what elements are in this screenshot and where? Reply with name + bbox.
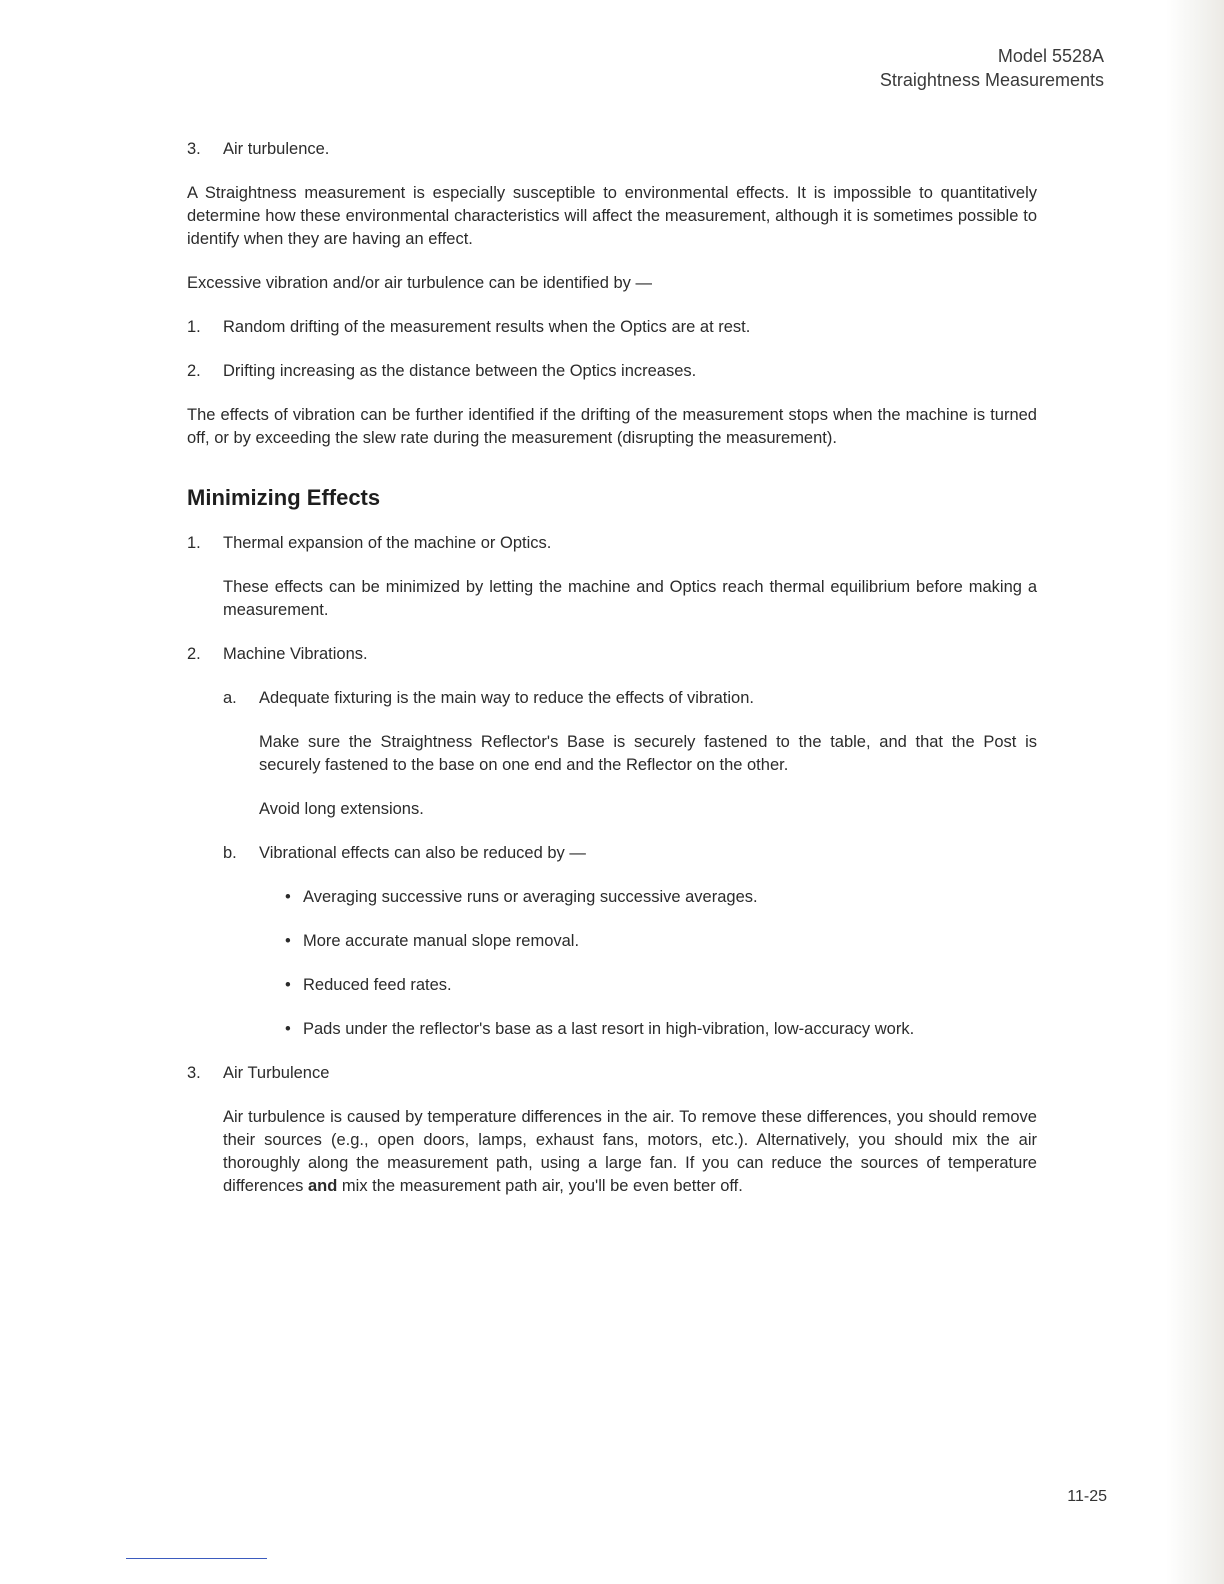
list-text: Drifting increasing as the distance between the Optics increases. <box>223 362 697 380</box>
intro-paragraph-1: A Straightness measurement is especially susceptible to environmental effects. It is impossible to quantitatively determine how these environmental characteristics will affect the measurement, although it is sometimes possible to identify when they are having an effect. <box>187 184 1037 248</box>
minimizing-item-2b <box>223 842 1037 865</box>
bullet-text: Averaging successive runs or averaging successive averages. <box>303 888 758 906</box>
bullet-icon: • <box>285 976 291 994</box>
minimizing-item-3-detail <box>223 1106 1037 1198</box>
bullet-icon: • <box>285 888 291 906</box>
bullet-icon: • <box>285 1020 291 1038</box>
list-text: Thermal expansion of the machine or Optics. <box>223 534 552 552</box>
list-number: 2. <box>187 645 201 663</box>
header-section: Straightness Measurements <box>879 70 1104 90</box>
footer-rule <box>126 1558 267 1559</box>
bullet-icon: • <box>285 932 291 950</box>
list-number: 2. <box>187 362 201 380</box>
intro-list-item-2 <box>187 360 1037 383</box>
bullet-text: More accurate manual slope removal. <box>303 932 580 950</box>
intro-item-3 <box>187 138 1037 161</box>
list-number: 3. <box>187 140 201 158</box>
minimizing-item-2a <box>223 687 1037 710</box>
list-number: 1. <box>187 534 201 552</box>
detail-text: mix the measurement path air, you'll be even better off. <box>337 1177 743 1195</box>
list-number: 1. <box>187 318 201 336</box>
minimizing-item-3 <box>187 1062 1037 1085</box>
list-text: Vibrational effects can also be reduced by — <box>259 844 586 862</box>
bullet-item <box>285 930 1037 953</box>
page-number: 11-25 <box>1067 1488 1107 1505</box>
intro-paragraph-3: The effects of vibration can be further identified if the drifting of the measurement stops when the machine is turned off, or by exceeding the slew rate during the measurement (disrupting the measurement). <box>187 406 1037 447</box>
list-text: Air turbulence. <box>223 140 330 158</box>
detail-text: Air turbulence is caused by temperature differences in the air. To remove these differences, you should remove their sources (e.g., open doors, lamps, exhaust fans, motors, etc.). Alternatively, you should mix the air thoroughly along the measurement path, using a large fan. If you can reduce the sources of temperature differences <box>223 1108 1037 1195</box>
header-model: Model 5528A <box>997 46 1104 66</box>
list-text: Random drifting of the measurement results when the Optics are at rest. <box>223 318 751 336</box>
list-number: 3. <box>187 1064 201 1082</box>
list-text: Machine Vibrations. <box>223 645 368 663</box>
list-text: Adequate fixturing is the main way to reduce the effects of vibration. <box>259 689 754 707</box>
minimizing-item-2a-detail-1: Make sure the Straightness Reflector's Base is securely fastened to the table, and that the Post is securely fastened to the base on one end and the Reflector on the other. <box>259 733 1037 774</box>
minimizing-item-2 <box>187 643 1037 666</box>
bullet-item <box>285 974 1037 997</box>
intro-list-item-1 <box>187 316 1037 339</box>
list-letter: b. <box>223 844 237 862</box>
list-letter: a. <box>223 689 237 707</box>
list-text: Air Turbulence <box>223 1064 330 1082</box>
intro-paragraph-2: Excessive vibration and/or air turbulence can be identified by — <box>187 274 653 292</box>
bullet-text: Reduced feed rates. <box>303 976 452 994</box>
bullet-item <box>285 1018 1037 1041</box>
bullet-text: Pads under the reflector's base as a last resort in high-vibration, low-accuracy work. <box>303 1020 915 1038</box>
section-title: Minimizing Effects <box>187 485 381 510</box>
bullet-item <box>285 886 1037 909</box>
emphasis-text: and <box>308 1177 338 1195</box>
minimizing-item-1-detail: These effects can be minimized by letting the machine and Optics reach thermal equilibrium before making a measurement. <box>223 578 1037 619</box>
minimizing-item-1 <box>187 532 1037 555</box>
document-body <box>187 138 1037 1198</box>
running-header <box>880 44 1104 92</box>
page-edge-shadow <box>1166 0 1224 1584</box>
minimizing-item-2a-detail-2: Avoid long extensions. <box>259 800 424 818</box>
